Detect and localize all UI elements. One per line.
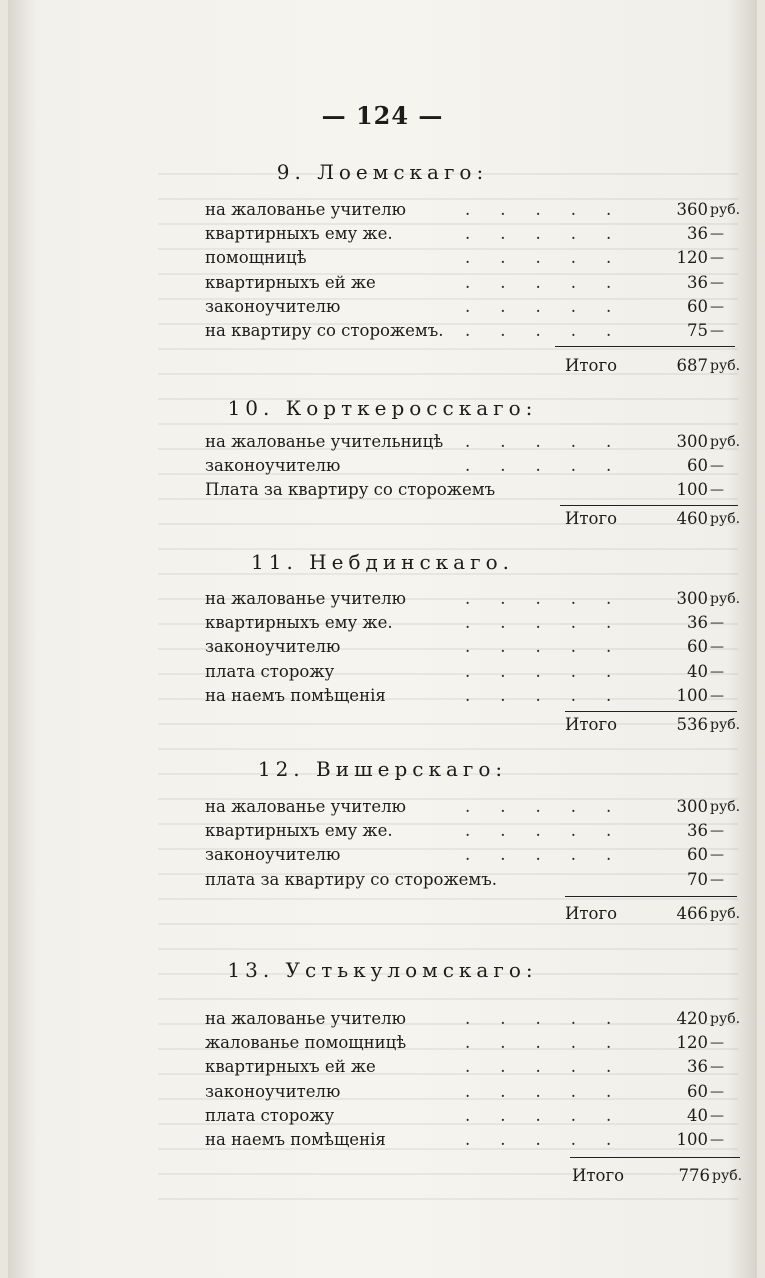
section-total-kortkerosskago: Итого 460 руб. — [565, 509, 741, 528]
line-item: плата сторожу ..... 40 — — [205, 661, 724, 681]
line-item: законоучителю ..... 60 — — [205, 637, 724, 657]
line-item: квартирныхъ ему же. ..... 36 — — [205, 224, 724, 244]
line-item: на жалованье учителю ..... 300 руб. — [205, 797, 741, 816]
line-item: на наемъ помѣщенія ..... 100 — — [205, 685, 724, 705]
line-item: законоучителю ..... 60 — — [205, 845, 724, 865]
line-item: помощницѣ ..... 120 — — [205, 248, 724, 268]
section-title-visherskago: 12. Вишерскаго: — [257, 757, 508, 781]
line-item: законоучителю ..... 60 — — [205, 1081, 724, 1101]
section-items-nebdinskago — [205, 587, 740, 708]
total-rule — [560, 505, 738, 506]
section-total-visherskago: Итого 466 руб. — [565, 904, 741, 923]
total-rule — [555, 346, 735, 347]
line-item: квартирныхъ ему же. ..... 36 — — [205, 613, 724, 633]
line-item: плата сторожу ..... 40 — — [205, 1105, 724, 1125]
line-item: квартирныхъ ей же ..... 36 — — [205, 1057, 724, 1077]
line-item: жалованье помощницѣ ..... 120 — — [205, 1033, 724, 1053]
line-item: законоучителю ..... 60 — — [205, 456, 724, 476]
line-item: на жалованье учителю ..... 300 руб. — [205, 589, 741, 608]
section-title-nebdinskago: 11. Небдинскаго. — [251, 550, 514, 574]
line-item: на жалованье учителю ..... 420 руб. — [205, 1009, 741, 1028]
total-rule — [570, 1157, 740, 1158]
section-items-ustkulomskago — [205, 1007, 740, 1152]
line-item: на квартиру со сторожемъ. ..... 75 — — [205, 320, 724, 340]
section-items-loemskago — [205, 198, 740, 343]
line-item: на жалованье учительницѣ ..... 300 руб. — [205, 432, 741, 451]
section-total-nebdinskago: Итого 536 руб. — [565, 715, 741, 734]
total-rule — [565, 896, 737, 897]
section-total-loemskago: Итого 687 руб. — [565, 356, 741, 375]
section-items-kortkerosskago — [205, 430, 740, 503]
section-items-visherskago — [205, 795, 740, 892]
section-title-loemskago: 9. Лоемскаго: — [276, 160, 489, 184]
total-rule — [565, 711, 737, 712]
section-total-ustkulomskago: Итого 776 руб. — [572, 1166, 743, 1185]
section-title-ustkulomskago: 13. Устькуломскаго: — [227, 958, 538, 982]
line-item: на наемъ помѣщенія ..... 100 — — [205, 1129, 724, 1149]
line-item: Плата за квартиру со сторожемъ 100 — — [205, 480, 724, 500]
line-item: квартирныхъ ей же ..... 36 — — [205, 272, 724, 292]
line-item: на жалованье учителю ..... 360 руб. — [205, 200, 741, 219]
page-number: — 124 — — [321, 101, 444, 130]
line-item: квартирныхъ ему же. ..... 36 — — [205, 821, 724, 841]
line-item: плата за квартиру со сторожемъ. 70 — — [205, 869, 724, 889]
section-title-kortkerosskago: 10. Корткеросскаго: — [227, 396, 538, 420]
line-item: законоучителю ..... 60 — — [205, 296, 724, 316]
